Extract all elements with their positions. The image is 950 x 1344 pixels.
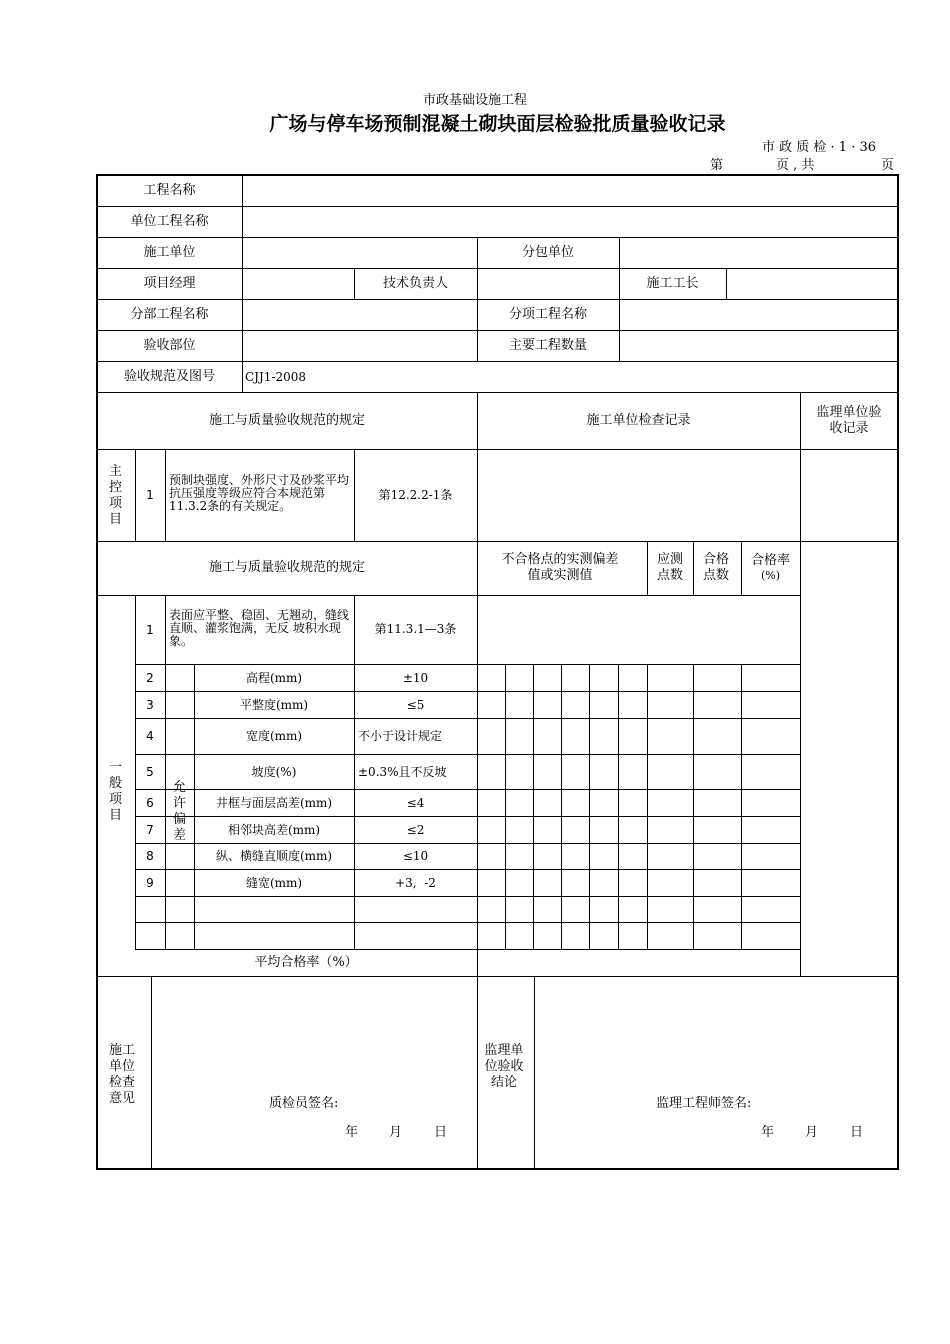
row-name: 井框与面层高差(mm) [215,796,333,810]
main-item-text: 预制块强度、外形尺寸及砂浆平均抗压强度等级应符合本规范第11.3.2条的有关规定。 [169,473,350,513]
rate-unit: (%) [760,569,781,582]
supervisor-year: 年 [761,1125,775,1140]
row-no: 4 [146,729,154,743]
page-ye-gong: 页 , 共 [776,158,815,173]
row-value: ≤2 [406,823,425,837]
row-value: ≤4 [406,796,425,810]
tech-lead-label: 技术负责人 [382,276,448,291]
spec-label: 验收规范及图号 [123,369,215,384]
row-name: 缝宽(mm) [245,876,303,890]
inspector-sign-label: 质检员签名: [269,1096,339,1111]
general-rule-header: 施工与质量验收规范的规定 [208,560,365,575]
row-value: ±10 [402,671,429,685]
row-value: ≤10 [402,849,429,863]
page-di: 第 [710,158,724,173]
row-no: 6 [146,796,154,810]
page-title: 广场与停车场预制混凝土砌块面层检验批质量验收记录 [269,113,726,135]
construction-opinion-label: 施工单位检查意见 [108,1043,135,1106]
spec-value: CJJ1-2008 [245,370,307,384]
foreman-label: 施工工长 [646,276,699,291]
construction-year: 年 [345,1125,359,1140]
construction-month: 月 [389,1125,403,1140]
row-value: 不小于设计规定 [358,729,443,743]
row-no: 2 [146,671,154,685]
row-name: 平整度(mm) [239,698,309,712]
row-no: 9 [146,876,154,890]
row-name: 坡度(%) [251,765,297,779]
main-rule-header: 施工与质量验收规范的规定 [208,413,365,428]
general-item1-no: 1 [146,623,154,637]
subcontract-unit-label: 分包单位 [521,245,574,260]
unit-project-name-label: 单位工程名称 [130,214,209,229]
main-supervisor-header: 监理单位验收记录 [816,405,882,436]
construction-unit-label: 施工单位 [143,245,196,260]
row-no: 3 [146,698,154,712]
form-code: 市 政 质 检 · 1 · 36 [762,140,877,155]
main-control-label: 主控项目 [108,464,122,527]
supervisor-day: 日 [850,1125,864,1140]
main-item-ref: 第12.2.2-1条 [378,488,453,502]
avg-rate-label: 平均合格率（%） [254,955,358,970]
tolerance-label: 允许偏差 [172,780,186,843]
category-label: 市政基础设施工程 [422,93,527,108]
main-check-header: 施工单位检查记录 [586,413,691,428]
general-item1-ref: 第11.3.1—3条 [374,622,457,636]
construction-day: 日 [434,1125,448,1140]
row-no: 8 [146,849,154,863]
pass-points-header: 合格点数 [702,552,729,583]
supervisor-conclusion-label: 监理单位验收结论 [484,1043,524,1090]
main-quantity-label: 主要工程数量 [508,338,587,353]
supervisor-month: 月 [805,1125,819,1140]
row-value: ≤5 [406,698,425,712]
general-item1-text: 表面应平整、稳固、无翘动，缝线直顺、灌浆饱满，无反 坡积水现象。 [169,608,350,648]
row-value: ±0.3%且不反坡 [358,765,447,779]
row-name: 高程(mm) [245,671,303,685]
acceptance-part-label: 验收部位 [143,338,196,353]
row-name: 宽度(mm) [245,729,303,743]
division-name-label: 分部工程名称 [130,307,209,322]
subitem-name-label: 分项工程名称 [508,307,587,322]
row-value: +3, -2 [395,876,436,890]
project-name-label: 工程名称 [143,183,196,198]
general-label: 一般项目 [108,760,122,823]
row-name: 纵、横缝直顺度(mm) [215,849,333,863]
rate-header: 合格率 [750,553,790,568]
row-no: 5 [146,765,154,779]
engineer-sign-label: 监理工程师签名: [656,1096,752,1111]
page-ye: 页 [881,158,895,173]
main-item-no: 1 [146,488,154,502]
project-manager-label: 项目经理 [143,276,196,291]
row-name: 相邻块高差(mm) [227,823,321,837]
row-no: 7 [146,823,154,837]
measure-header: 不合格点的实测偏差值或实测值 [501,552,619,583]
points-header: 应测点数 [656,552,683,583]
